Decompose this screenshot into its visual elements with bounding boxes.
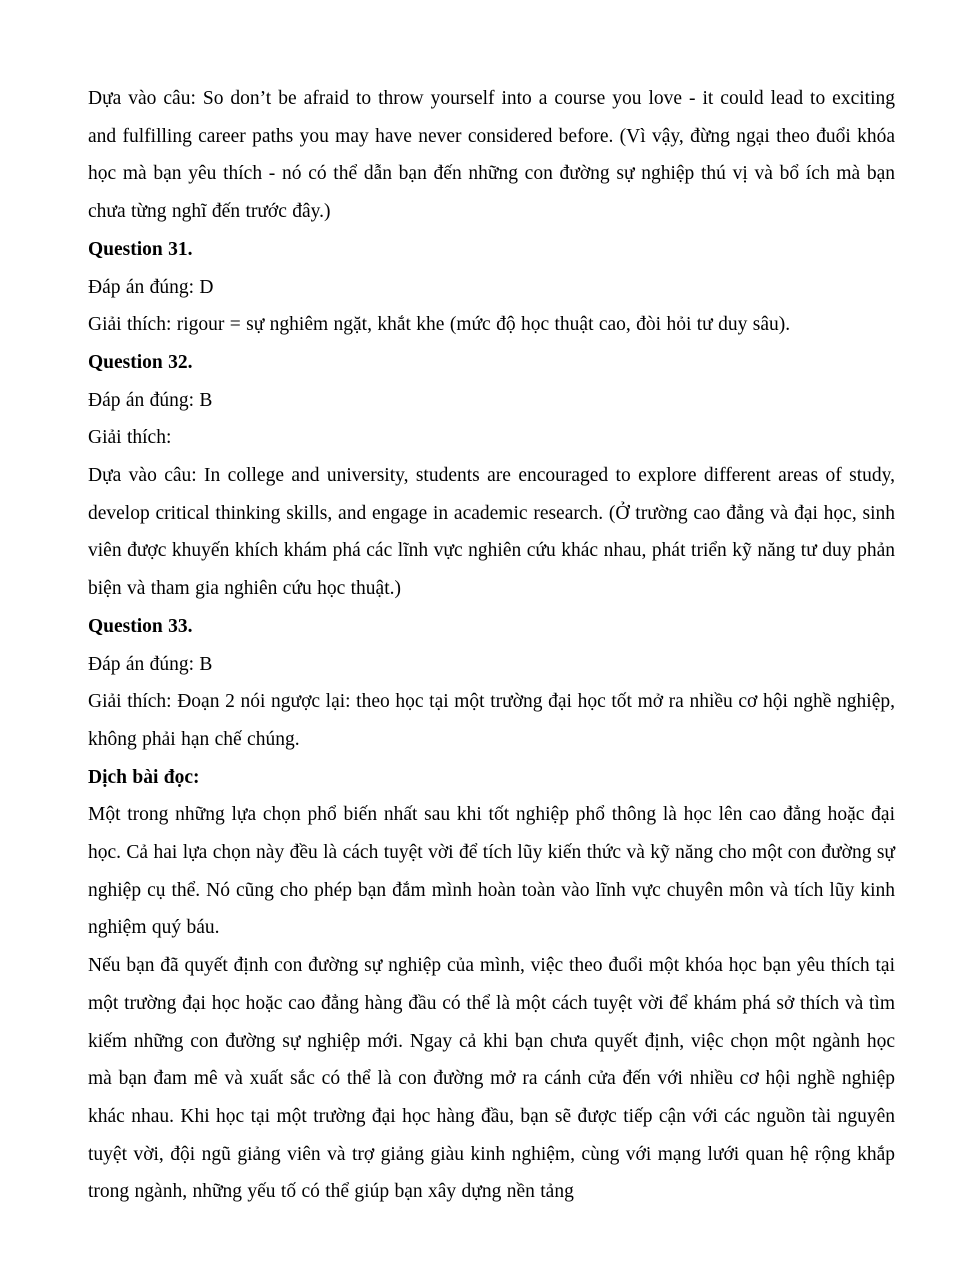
translation-paragraph-1: Một trong những lựa chọn phổ biến nhất sau khi tốt nghiệp phổ thông là học lên cao đẳng hoặc đại học. Cả hai lựa chọn này đều là cách tuyệt vời để tích lũy kiến thức và kỹ năng cho một con đường sự nghiệp cụ thể. Nó cũng cho phép bạn đắm mình hoàn toàn vào lĩnh vực chuyên môn và tích lũy kinh nghiệm quý báu. xyxy=(88,804,895,939)
question-32-heading: Question 32. xyxy=(88,351,193,373)
question-33-explanation: Giải thích: Đoạn 2 nói ngược lại: theo học tại một trường đại học tốt mở ra nhiều cơ hội nghề nghiệp, không phải hạn chế chúng. xyxy=(88,691,895,750)
question-31-answer: Đáp án đúng: D xyxy=(88,276,214,298)
question-31-explanation: Giải thích: rigour = sự nghiêm ngặt, khắt khe (mức độ học thuật cao, đòi hỏi tư duy sâu). xyxy=(88,314,791,336)
question-33-answer: Đáp án đúng: B xyxy=(88,653,213,675)
question-33-heading: Question 33. xyxy=(88,615,193,637)
question-32-explanation: Dựa vào câu: In college and university, students are encouraged to explore different areas of study, develop critical thinking skills, and engage in academic research. (Ở trường cao đẳng và đại học, sinh viên được khuyến khích khám phá các lĩnh vực nghiên cứu khác nhau, phát triển kỹ năng tư duy phản biện và tham gia nghiên cứu học thuật.) xyxy=(88,465,895,600)
translation-heading: Dịch bài đọc: xyxy=(88,766,200,788)
translation-paragraph-2: Nếu bạn đã quyết định con đường sự nghiệp của mình, việc theo đuổi một khóa học bạn yêu thích tại một trường đại học hoặc cao đẳng hàng đầu có thể là một cách tuyệt vời để khám phá sở thích và tìm kiếm những con đường sự nghiệp mới. Ngay cả khi bạn chưa quyết định, việc chọn một ngành học mà bạn đam mê và xuất sắc có thể là con đường mở ra cánh cửa đến với nhiều cơ hội nghề nghiệp khác nhau. Khi học tại một trường đại học hàng đầu, bạn sẽ được tiếp cận với các nguồn tài nguyên tuyệt vời, đội ngũ giảng viên và trợ giảng giàu kinh nghiệm, cùng với mạng lưới quan hệ rộng khắp trong ngành, những yếu tố có thể giúp bạn xây dựng nền tảng xyxy=(88,955,895,1203)
source-quote-paragraph: Dựa vào câu: So don’t be afraid to throw yourself into a course you love - it could lead to exciting and fulfilling career paths you may have never considered before. (Vì vậy, đừng ngại theo đuổi khóa học mà bạn yêu thích - nó có thể dẫn bạn đến những con đường sự nghiệp thú vị và bổ ích mà bạn chưa từng nghĩ đến trước đây.) xyxy=(88,88,895,223)
question-31-heading: Question 31. xyxy=(88,238,193,260)
question-32-answer: Đáp án đúng: B xyxy=(88,389,213,411)
question-32-explanation-label: Giải thích: xyxy=(88,427,172,449)
